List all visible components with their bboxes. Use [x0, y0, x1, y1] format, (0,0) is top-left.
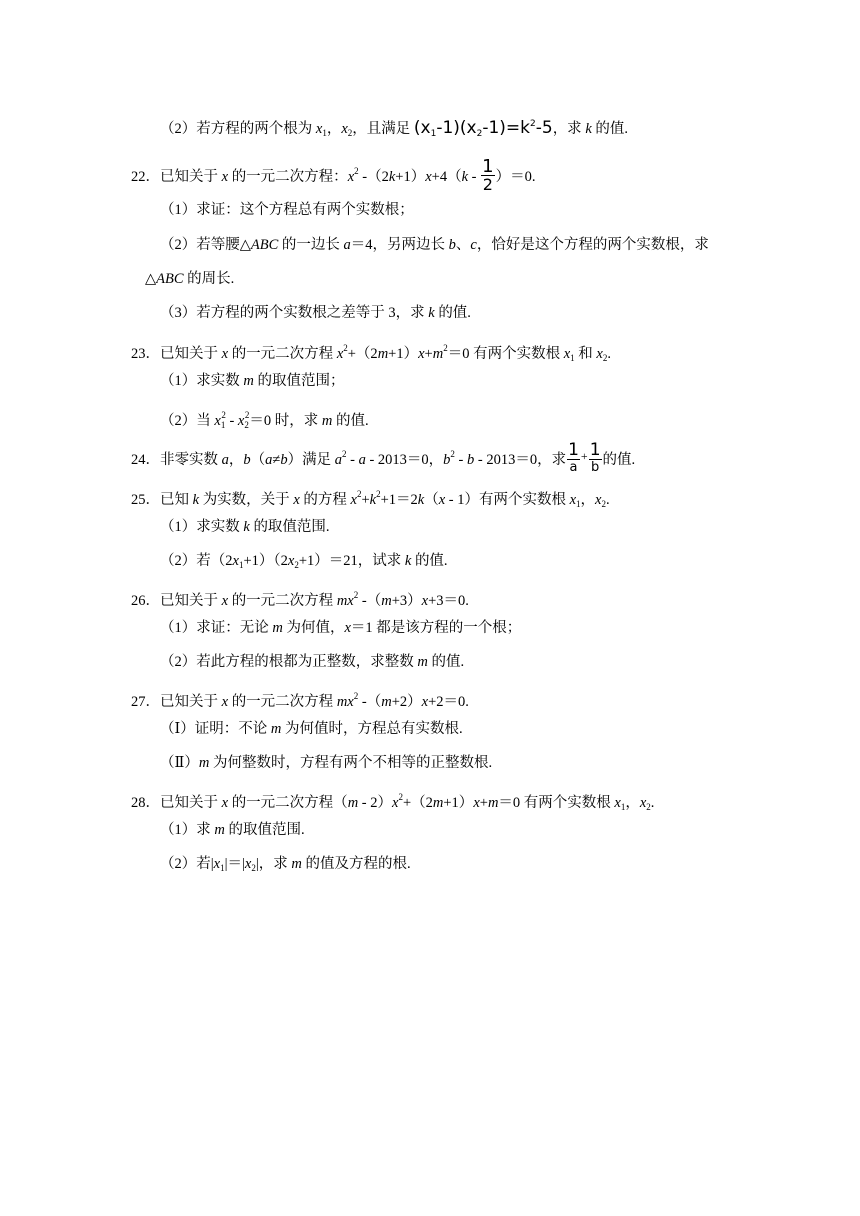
q28-part2: （2）若$|x_1|=|x_2|$，求 m 的值及方程的根.	[160, 856, 411, 873]
formula-image: $(x_1-1)(x_2-1)=k^2-5$	[413, 118, 553, 139]
q28-stem: 28．已知关于 x 的一元二次方程$(m - 2)x^2+(2m+1)x+m=0$ 有两个实数根 $x_1$，$x_2$.	[131, 792, 655, 812]
q22-stem: 22．已知关于 x 的一元二次方程：$x^2$ -（2k+1）x+4（k - $\frac{1}{2}$ ）＝0.	[131, 156, 536, 194]
q23-part1: （1）求实数 m 的取值范围；	[160, 373, 345, 389]
fraction-1-over-a: $\frac{1}{a}$	[568, 440, 579, 476]
q27-part1: （Ⅰ）证明：不论 m 为何值时，方程总有实数根.	[160, 721, 463, 737]
q22-part2: （2）若等腰△ABC 的一边长 a＝4，另两边长 b、c，恰好是这个方程的两个实数根，求	[160, 237, 709, 253]
q25-part2: （2）若$(2x_1+1)(2x_2+1)=21$，试求 k 的值.	[160, 553, 448, 570]
q28-part1: （1）求 m 的取值范围.	[160, 822, 305, 838]
q24-stem: 24．非零实数 a，b（a≠b）满足 $a^2 - a - 2013=0$，$b^2 - b - 2013=0$，求 $\frac{1}{a}$ + $\frac{1}{b}$ 的值.	[131, 440, 636, 476]
q23-part2: （2）当 $x_1^2 - x_2^2=0$ 时，求 m 的值.	[160, 410, 369, 430]
q26-stem: 26．已知关于 x 的一元二次方程 $mx^2$ -（m+3）x+3＝0.	[131, 590, 469, 609]
q22-part3: （3）若方程的两个实数根之差等于 3，求 k 的值.	[160, 305, 471, 321]
q25-part1: （1）求实数 k 的取值范围.	[160, 519, 330, 535]
fraction-1-over-b: $\frac{1}{b}$	[589, 440, 601, 476]
q26-part2: （2）若此方程的根都为正整数，求整数 m 的值.	[160, 654, 465, 670]
q22-part2-cont: △ABC 的周长.	[145, 271, 235, 287]
fraction-half: $\frac{1}{2}$	[482, 156, 494, 194]
q26-part1: （1）求证：无论 m 为何值，x＝1 都是该方程的一个根；	[160, 620, 522, 636]
q27-part2: （Ⅱ）m 为何整数时，方程有两个不相等的正整数根.	[160, 755, 493, 771]
q21-part2: （2）若方程的两个根为 $x_1$，$x_2$，且满足 $(x_1-1)(x_2-1)=k^2-5$，求 k 的值.	[160, 118, 628, 139]
q25-stem: 25．已知 k 为实数，关于 x 的方程 $x^2+k^2+1=2k(x - 1)$有两个实数根 $x_1$，$x_2$.	[131, 489, 610, 509]
q22-part1: （1）求证：这个方程总有两个实数根；	[160, 202, 414, 218]
q27-stem: 27．已知关于 x 的一元二次方程 $mx^2$ -（m+2）x+2＝0.	[131, 691, 469, 710]
q23-stem: 23．已知关于 x 的一元二次方程 $x^2+(2m+1)x+m^2=0$ 有两个实数根 $x_1$ 和 $x_2$.	[131, 343, 611, 363]
